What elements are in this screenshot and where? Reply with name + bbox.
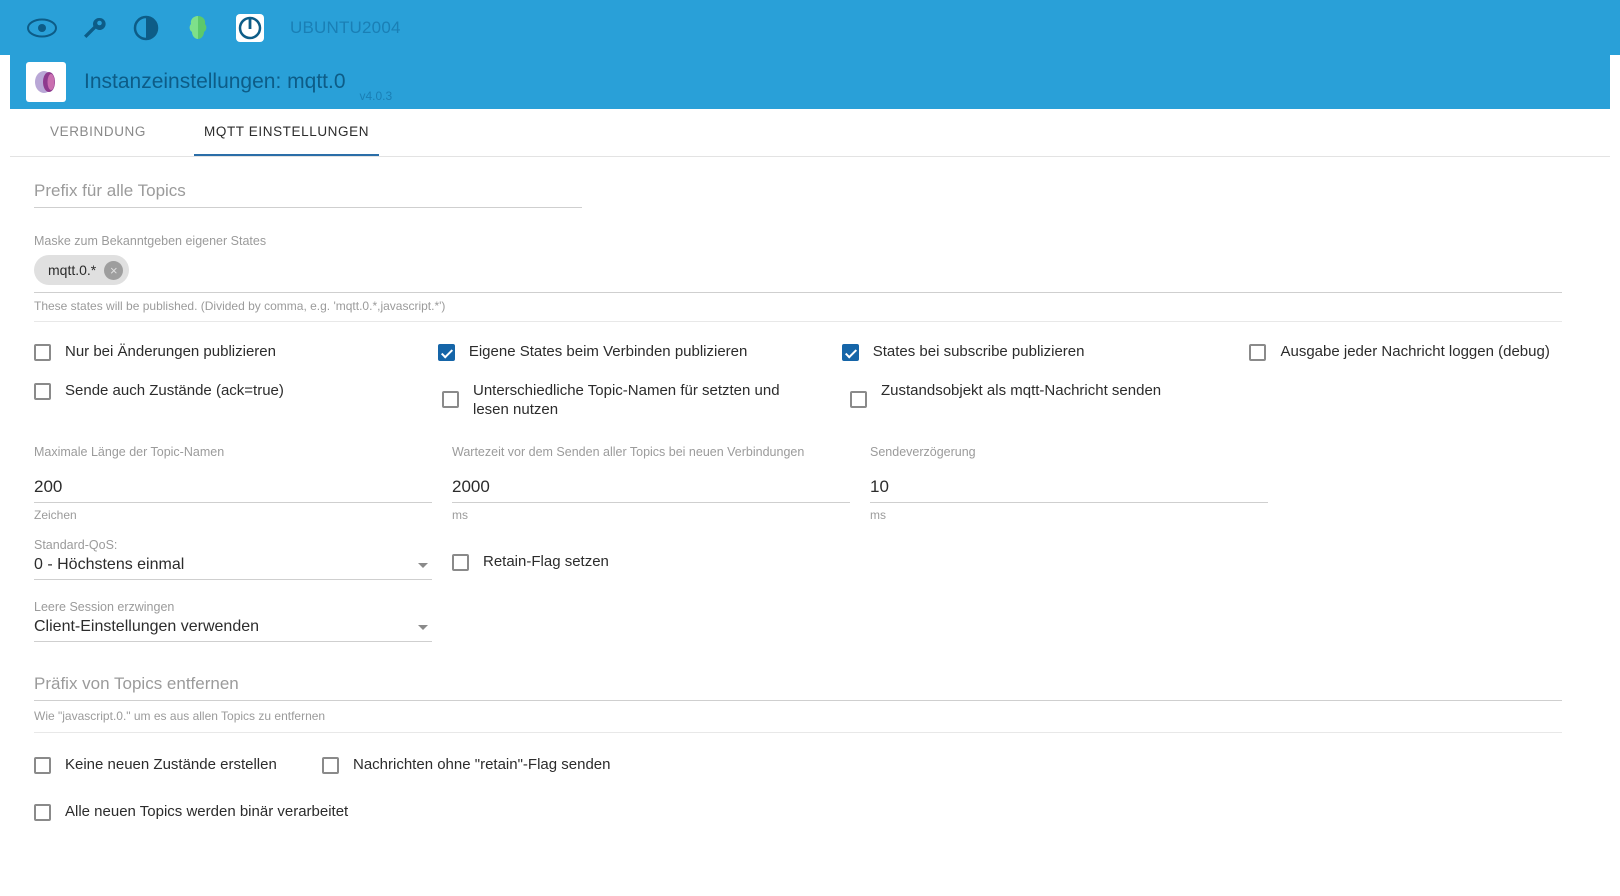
field-send-interval[interactable]	[870, 445, 1268, 522]
wrench-icon[interactable]	[72, 6, 116, 50]
field-value[interactable]: 10	[870, 477, 1268, 503]
option-label: Unterschiedliche Topic-Namen für setzten und lesen nutzen	[473, 382, 780, 418]
checkbox-icon[interactable]	[442, 391, 459, 408]
option-label: Sende auch Zustände (ack=true)	[65, 382, 284, 399]
option-publish-states-on-subscribe[interactable]	[842, 342, 1250, 361]
field-value[interactable]: 2000	[452, 477, 850, 503]
dialog-title: Instanzeinstellungen: mqtt.0	[84, 70, 346, 93]
prefix-field-wrapper	[34, 179, 582, 208]
field-value[interactable]: 200	[34, 477, 432, 503]
field-max-topic-length[interactable]	[34, 445, 432, 522]
system-title: UBUNTU2004	[290, 17, 401, 37]
numeric-field-row	[34, 445, 1586, 522]
option-binary-topics[interactable]	[34, 802, 634, 821]
option-label: States bei subscribe publizieren	[872, 343, 1085, 360]
field-unit: ms	[452, 508, 468, 522]
power-icon[interactable]	[228, 6, 272, 50]
mask-hint: These states will be published. (Divided by comma, e.g. 'mqtt.0.*,javascript.*')	[34, 299, 1562, 322]
checkbox-icon[interactable]	[452, 554, 469, 571]
field-unit: Zeichen	[34, 508, 77, 522]
contrast-icon[interactable]	[124, 6, 168, 50]
session-row	[34, 600, 1586, 642]
option-send-state-object[interactable]	[850, 381, 1262, 419]
field-unit: ms	[870, 508, 886, 522]
option-label: Alle neuen Topics werden binär verarbeitet	[65, 803, 349, 820]
tab-verbindung[interactable]: VERBINDUNG	[50, 124, 147, 139]
system-topbar	[0, 0, 1620, 55]
settings-form	[10, 157, 1610, 821]
option-send-states-ack-true[interactable]	[34, 381, 442, 419]
option-label: Zustandsobjekt als mqtt-Nachricht senden	[881, 382, 1162, 399]
checkbox-row-4	[34, 802, 1586, 821]
close-icon[interactable]: ×	[104, 261, 123, 280]
qos-select[interactable]	[34, 556, 432, 580]
option-label: Retain-Flag setzen	[483, 553, 609, 570]
remove-prefix-wrapper	[34, 672, 1562, 701]
qos-selected-value: 0 - Höchstens einmal	[34, 556, 185, 573]
checkbox-icon[interactable]	[34, 757, 51, 774]
checkbox-icon[interactable]	[1249, 344, 1266, 361]
field-label: Sendeverzögerung	[870, 445, 976, 459]
tab-mqtt-einstellungen[interactable]: MQTT EINSTELLUNGEN	[194, 109, 379, 156]
checkbox-row-2	[34, 381, 1586, 419]
session-select[interactable]	[34, 618, 432, 642]
session-selected-value: Client-Einstellungen verwenden	[34, 618, 260, 635]
option-label: Keine neuen Zustände erstellen	[65, 756, 277, 773]
chevron-down-icon[interactable]	[418, 563, 428, 568]
chevron-down-icon[interactable]	[418, 625, 428, 630]
mask-chip-area[interactable]	[34, 255, 1562, 293]
field-label: Wartezeit vor dem Senden aller Topics bei neuen Verbindungen	[452, 445, 805, 459]
option-no-new-states[interactable]	[34, 755, 322, 774]
mask-label: Maske zum Bekanntgeben eigener States	[34, 234, 267, 248]
option-log-every-message[interactable]	[1249, 342, 1586, 361]
option-label: Nachrichten ohne "retain"-Flag senden	[353, 756, 611, 773]
checkbox-icon[interactable]	[34, 383, 51, 400]
field-connect-delay[interactable]	[452, 445, 850, 522]
dialog-version: v4.0.3	[359, 89, 393, 103]
option-send-without-retain[interactable]	[322, 755, 742, 774]
checkbox-icon[interactable]	[438, 344, 455, 361]
field-force-clean-session[interactable]	[34, 600, 432, 642]
field-label: Maximale Länge der Topic-Namen	[34, 445, 225, 459]
mask-chip[interactable]	[34, 255, 129, 285]
option-set-retain-flag[interactable]	[452, 538, 852, 580]
option-label: Nur bei Änderungen publizieren	[65, 343, 276, 360]
qos-row	[34, 538, 1586, 580]
remove-prefix-input[interactable]	[34, 672, 1562, 701]
checkbox-icon[interactable]	[842, 344, 859, 361]
checkbox-icon[interactable]	[34, 344, 51, 361]
option-label: Ausgabe jeder Nachricht loggen (debug)	[1280, 343, 1550, 360]
option-publish-on-change[interactable]	[34, 342, 438, 361]
checkbox-row-3	[34, 755, 1586, 774]
checkbox-icon[interactable]	[322, 757, 339, 774]
mask-chip-label: mqtt.0.*	[48, 262, 97, 278]
remove-prefix-hint: Wie "javascript.0." um es aus allen Topics zu entfernen	[34, 709, 1562, 733]
prefix-input[interactable]	[34, 179, 582, 208]
field-label: Leere Session erzwingen	[34, 600, 175, 614]
checkbox-icon[interactable]	[34, 804, 51, 821]
checkbox-row-1	[34, 342, 1586, 361]
eye-icon[interactable]	[20, 6, 64, 50]
checkbox-icon[interactable]	[850, 391, 867, 408]
field-label: Standard-QoS:	[34, 538, 118, 552]
field-default-qos[interactable]	[34, 538, 432, 580]
adapter-logo-icon	[26, 62, 66, 102]
option-label: Eigene States beim Verbinden publizieren	[468, 343, 748, 360]
option-publish-own-states-on-connect[interactable]	[438, 342, 842, 361]
brain-icon[interactable]	[176, 6, 220, 50]
dialog-header	[10, 55, 1610, 109]
option-different-topic-names[interactable]	[442, 381, 850, 419]
tab-bar	[10, 109, 1610, 157]
